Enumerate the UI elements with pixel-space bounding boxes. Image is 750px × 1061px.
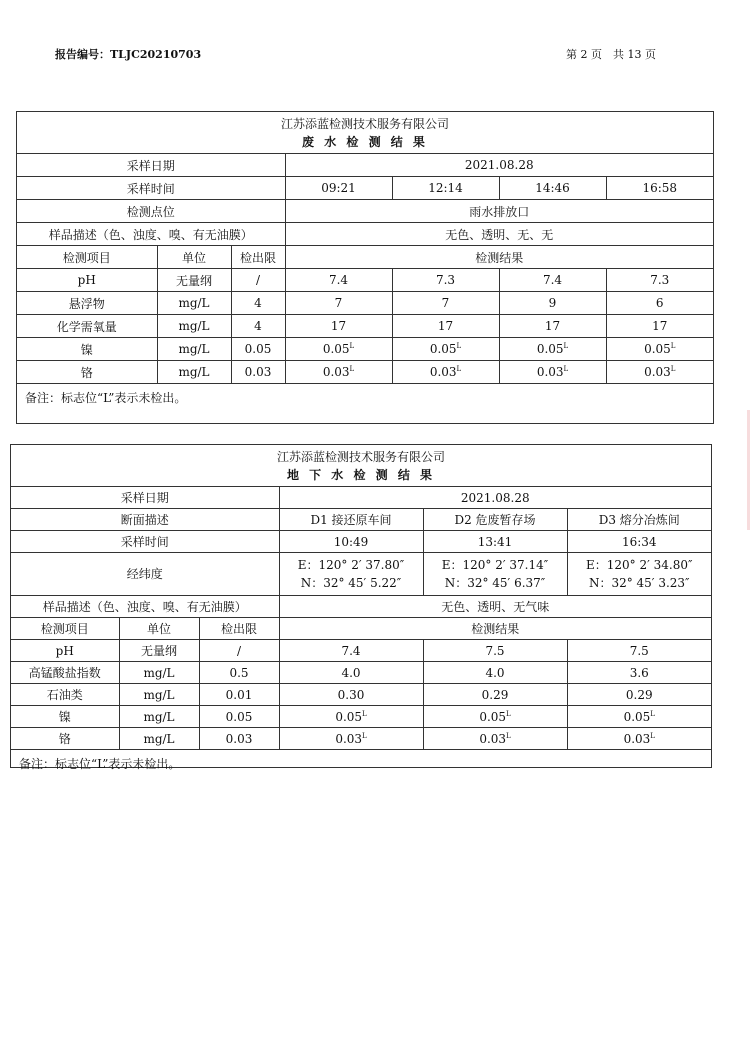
item-cell-text: 化学需氧量 bbox=[56, 319, 117, 334]
sampling-time-row bbox=[17, 177, 713, 200]
not-detected-flag: L bbox=[349, 365, 355, 373]
result-cell-text: 0.05 bbox=[322, 342, 350, 356]
result-cell-text: 0.05 bbox=[429, 342, 457, 356]
limit-cell bbox=[199, 728, 279, 750]
result-cell-text: 4.0 bbox=[485, 665, 505, 680]
result-cell bbox=[606, 269, 713, 292]
sampling-date-label: 采样日期 bbox=[11, 487, 279, 509]
result-cell bbox=[567, 728, 711, 750]
sample-desc-value: 无色、透明、无、无 bbox=[285, 223, 713, 246]
result-row bbox=[17, 292, 713, 315]
result-cell-text: 4.0 bbox=[341, 665, 361, 680]
latitude: N：32° 45′ 5.22″ bbox=[300, 576, 402, 590]
unit-cell-text: mg/L bbox=[178, 365, 210, 379]
limit-cell-text: 0.03 bbox=[225, 731, 253, 746]
result-cell bbox=[392, 269, 499, 292]
result-cell bbox=[279, 640, 423, 662]
limit-cell bbox=[199, 706, 279, 728]
result-cell-text: 7.5 bbox=[629, 643, 649, 658]
table-title: 废 水 检 测 结 果 bbox=[302, 135, 428, 149]
result-cell bbox=[279, 706, 423, 728]
result-cell-text: 17 bbox=[437, 319, 454, 333]
result-row bbox=[11, 706, 711, 728]
result-cell bbox=[285, 269, 392, 292]
result-cell-text: 0.05 bbox=[644, 342, 671, 356]
result-cell bbox=[392, 315, 499, 338]
col-header-result: 检测结果 bbox=[285, 246, 713, 269]
item-cell-text: 铬 bbox=[80, 365, 93, 380]
result-cell bbox=[285, 315, 392, 338]
limit-cell-text: 0.01 bbox=[225, 687, 253, 702]
not-detected-flag: L bbox=[349, 342, 355, 350]
sampling-time-value: 13:41 bbox=[423, 531, 567, 553]
result-cell bbox=[285, 338, 392, 361]
column-header-row bbox=[17, 246, 713, 269]
result-cell bbox=[279, 728, 423, 750]
item-cell-text: pH bbox=[55, 643, 74, 658]
groundwater-grid bbox=[11, 487, 711, 750]
result-row bbox=[17, 315, 713, 338]
not-detected-flag: L bbox=[456, 342, 462, 350]
company-name: 江苏添蓝检测技术服务有限公司 bbox=[276, 450, 445, 464]
limit-cell bbox=[231, 315, 285, 338]
result-cell bbox=[567, 640, 711, 662]
result-row bbox=[17, 338, 713, 361]
latitude: N：32° 45′ 6.37″ bbox=[444, 576, 546, 590]
sample-desc-label: 样品描述（色、浊度、嗅、有无油膜） bbox=[11, 596, 279, 618]
section-value: D1 接还原车间 bbox=[279, 509, 423, 531]
unit-cell-text: mg/L bbox=[178, 296, 210, 310]
column-header-row bbox=[11, 618, 711, 640]
result-cell-text: 0.29 bbox=[625, 687, 653, 702]
groundwater-note: 备注：标志位“L”表示未检出。 bbox=[19, 757, 181, 771]
unit-cell bbox=[157, 269, 231, 292]
result-row bbox=[17, 361, 713, 384]
sample-desc-value: 无色、透明、无气味 bbox=[279, 596, 711, 618]
result-cell bbox=[499, 292, 606, 315]
limit-cell bbox=[199, 684, 279, 706]
sampling-date-label: 采样日期 bbox=[17, 154, 285, 177]
result-row bbox=[11, 684, 711, 706]
limit-cell-text: 0.05 bbox=[225, 709, 253, 724]
result-cell-text: 17 bbox=[544, 319, 561, 333]
groundwater-result-rows bbox=[11, 640, 711, 750]
not-detected-flag: L bbox=[650, 731, 655, 740]
coordinates-value bbox=[279, 553, 423, 596]
result-cell-text: 0.03 bbox=[479, 731, 507, 746]
result-cell bbox=[279, 684, 423, 706]
result-cell-text: 7.3 bbox=[650, 273, 670, 287]
section-value: D3 熔分冶炼间 bbox=[567, 509, 711, 531]
col-header-unit: 单位 bbox=[119, 618, 199, 640]
section-label: 断面描述 bbox=[11, 509, 279, 531]
unit-cell-text: mg/L bbox=[143, 731, 175, 746]
result-cell-text: 9 bbox=[548, 296, 557, 310]
unit-cell bbox=[119, 662, 199, 684]
limit-cell bbox=[231, 338, 285, 361]
result-cell-text: 7 bbox=[334, 296, 343, 310]
result-cell-text: 17 bbox=[330, 319, 347, 333]
wastewater-note: 备注：标志位“L”表示未检出。 bbox=[25, 391, 187, 405]
result-cell-text: 7.4 bbox=[341, 643, 361, 658]
result-cell bbox=[423, 640, 567, 662]
result-cell-text: 7.4 bbox=[328, 273, 349, 287]
result-cell bbox=[423, 706, 567, 728]
unit-cell bbox=[157, 315, 231, 338]
sampling-date-value: 2021.08.28 bbox=[279, 487, 711, 509]
sampling-time-label: 采样时间 bbox=[17, 177, 285, 200]
result-cell-text: 3.6 bbox=[629, 665, 649, 680]
result-cell bbox=[423, 662, 567, 684]
not-detected-flag: L bbox=[670, 342, 676, 350]
unit-cell-text: mg/L bbox=[143, 709, 175, 724]
sample-desc-row bbox=[11, 596, 711, 618]
unit-cell-text: mg/L bbox=[143, 687, 175, 702]
result-cell-text: 0.03 bbox=[623, 731, 651, 746]
item-cell-text: 石油类 bbox=[46, 688, 83, 702]
limit-cell-text: 0.03 bbox=[244, 365, 272, 379]
item-cell-text: 高锰酸盐指数 bbox=[28, 666, 101, 680]
item-cell bbox=[11, 728, 119, 750]
item-cell bbox=[11, 706, 119, 728]
result-cell bbox=[423, 684, 567, 706]
limit-cell bbox=[231, 269, 285, 292]
item-cell-text: 镍 bbox=[80, 342, 93, 357]
item-cell-text: 铬 bbox=[58, 732, 71, 746]
limit-cell-text: 0.05 bbox=[244, 342, 272, 356]
limit-cell bbox=[199, 662, 279, 684]
result-cell-text: 0.03 bbox=[335, 731, 363, 746]
result-cell-text: 7.3 bbox=[435, 273, 456, 287]
coordinates-row bbox=[11, 553, 711, 596]
limit-cell bbox=[231, 361, 285, 384]
result-row bbox=[17, 269, 713, 292]
unit-cell bbox=[119, 640, 199, 662]
longitude: E：120° 2′ 34.80″ bbox=[586, 558, 693, 572]
result-cell bbox=[499, 315, 606, 338]
coordinates-value bbox=[567, 553, 711, 596]
result-row bbox=[11, 728, 711, 750]
col-header-unit: 单位 bbox=[157, 246, 231, 269]
sampling-time-value: 16:58 bbox=[606, 177, 713, 200]
not-detected-flag: L bbox=[670, 365, 676, 373]
col-header-result: 检测结果 bbox=[279, 618, 711, 640]
not-detected-flag: L bbox=[506, 709, 511, 718]
limit-cell bbox=[199, 640, 279, 662]
result-cell bbox=[392, 361, 499, 384]
sampling-time-value: 10:49 bbox=[279, 531, 423, 553]
result-cell bbox=[606, 361, 713, 384]
report-number: 报告编号：TLJC20210703 bbox=[55, 48, 202, 61]
sample-desc-label: 样品描述（色、浊度、嗅、有无油膜） bbox=[17, 223, 285, 246]
sampling-date-row bbox=[17, 154, 713, 177]
result-cell-text: 6 bbox=[655, 296, 664, 310]
result-cell-text: 0.05 bbox=[623, 709, 651, 724]
table-title: 地 下 水 检 测 结 果 bbox=[286, 468, 436, 482]
limit-cell-text: / bbox=[236, 643, 242, 658]
result-cell-text: 0.29 bbox=[481, 687, 509, 702]
result-cell bbox=[606, 315, 713, 338]
sample-desc-row bbox=[17, 223, 713, 246]
not-detected-flag: L bbox=[456, 365, 462, 373]
item-cell bbox=[17, 338, 157, 361]
unit-cell bbox=[157, 292, 231, 315]
result-cell-text: 0.03 bbox=[322, 365, 350, 379]
not-detected-flag: L bbox=[650, 709, 655, 718]
result-cell-text: 0.05 bbox=[479, 709, 507, 724]
unit-cell bbox=[157, 338, 231, 361]
sampling-time-value: 09:21 bbox=[285, 177, 392, 200]
item-cell-text: 镍 bbox=[58, 710, 71, 724]
unit-cell-text: 无量纲 bbox=[140, 644, 177, 658]
result-cell bbox=[499, 361, 606, 384]
limit-cell-text: 4 bbox=[254, 296, 262, 310]
not-detected-flag: L bbox=[362, 709, 367, 718]
col-header-item: 检测项目 bbox=[17, 246, 157, 269]
result-cell-text: 7.5 bbox=[485, 643, 505, 658]
unit-cell bbox=[119, 684, 199, 706]
section-value: D2 危废暂存场 bbox=[423, 509, 567, 531]
groundwater-table bbox=[10, 444, 712, 771]
sampling-time-label: 采样时间 bbox=[11, 531, 279, 553]
unit-cell-text: mg/L bbox=[178, 319, 210, 333]
col-header-item: 检测项目 bbox=[11, 618, 119, 640]
page-indicator: 第 2 页 共 13 页 bbox=[566, 48, 656, 61]
result-cell bbox=[285, 361, 392, 384]
coordinates-value bbox=[423, 553, 567, 596]
result-cell bbox=[499, 338, 606, 361]
item-cell bbox=[11, 684, 119, 706]
result-cell bbox=[423, 728, 567, 750]
col-header-limit: 检出限 bbox=[199, 618, 279, 640]
result-cell-text: 0.03 bbox=[429, 365, 457, 379]
coordinates-label: 经纬度 bbox=[11, 553, 279, 596]
section-row bbox=[11, 509, 711, 531]
result-cell-text: 7.4 bbox=[542, 273, 563, 287]
unit-cell-text: mg/L bbox=[143, 665, 175, 680]
result-cell-text: 17 bbox=[652, 319, 668, 333]
result-cell-text: 0.03 bbox=[536, 365, 564, 379]
col-header-limit: 检出限 bbox=[231, 246, 285, 269]
sampling-time-value: 12:14 bbox=[392, 177, 499, 200]
sampling-time-value: 14:46 bbox=[499, 177, 606, 200]
unit-cell bbox=[119, 706, 199, 728]
item-cell bbox=[17, 292, 157, 315]
result-cell-text: 0.05 bbox=[536, 342, 564, 356]
location-label: 检测点位 bbox=[17, 200, 285, 223]
item-cell bbox=[17, 361, 157, 384]
wastewater-table bbox=[16, 111, 714, 424]
result-row bbox=[11, 640, 711, 662]
result-cell-text: 0.05 bbox=[335, 709, 363, 724]
result-cell bbox=[606, 292, 713, 315]
wastewater-result-rows bbox=[17, 269, 713, 384]
not-detected-flag: L bbox=[563, 342, 569, 350]
item-cell-text: 悬浮物 bbox=[68, 296, 105, 311]
not-detected-flag: L bbox=[362, 731, 367, 740]
longitude: E：120° 2′ 37.14″ bbox=[441, 558, 549, 572]
seal-stamp-edge bbox=[735, 410, 750, 530]
result-cell bbox=[567, 706, 711, 728]
location-value: 雨水排放口 bbox=[285, 200, 713, 223]
result-cell bbox=[392, 292, 499, 315]
sampling-date-row bbox=[11, 487, 711, 509]
item-cell bbox=[11, 640, 119, 662]
limit-cell bbox=[231, 292, 285, 315]
item-cell-text: pH bbox=[77, 273, 96, 287]
item-cell bbox=[11, 662, 119, 684]
result-cell-text: 0.03 bbox=[644, 365, 671, 379]
longitude: E：120° 2′ 37.80″ bbox=[297, 558, 405, 572]
limit-cell-text: 0.5 bbox=[229, 665, 249, 680]
result-cell bbox=[392, 338, 499, 361]
result-cell bbox=[567, 662, 711, 684]
sampling-date-value: 2021.08.28 bbox=[285, 154, 713, 177]
item-cell bbox=[17, 315, 157, 338]
sampling-time-row bbox=[11, 531, 711, 553]
result-cell-text: 0.30 bbox=[337, 687, 365, 702]
unit-cell-text: 无量纲 bbox=[175, 273, 212, 288]
limit-cell-text: / bbox=[255, 273, 261, 287]
result-cell-text: 7 bbox=[441, 296, 450, 310]
wastewater-grid bbox=[17, 154, 713, 384]
unit-cell bbox=[157, 361, 231, 384]
sampling-time-value: 16:34 bbox=[567, 531, 711, 553]
result-cell bbox=[279, 662, 423, 684]
limit-cell-text: 4 bbox=[254, 319, 262, 333]
unit-cell bbox=[119, 728, 199, 750]
location-row bbox=[17, 200, 713, 223]
company-name: 江苏添蓝检测技术服务有限公司 bbox=[280, 117, 449, 131]
not-detected-flag: L bbox=[563, 365, 569, 373]
not-detected-flag: L bbox=[506, 731, 511, 740]
unit-cell-text: mg/L bbox=[178, 342, 210, 356]
result-cell bbox=[285, 292, 392, 315]
wastewater-title-block bbox=[17, 112, 713, 154]
result-cell bbox=[567, 684, 711, 706]
result-cell bbox=[499, 269, 606, 292]
result-row bbox=[11, 662, 711, 684]
result-cell bbox=[606, 338, 713, 361]
latitude: N：32° 45′ 3.23″ bbox=[588, 576, 690, 590]
item-cell bbox=[17, 269, 157, 292]
groundwater-title-block bbox=[11, 445, 711, 487]
